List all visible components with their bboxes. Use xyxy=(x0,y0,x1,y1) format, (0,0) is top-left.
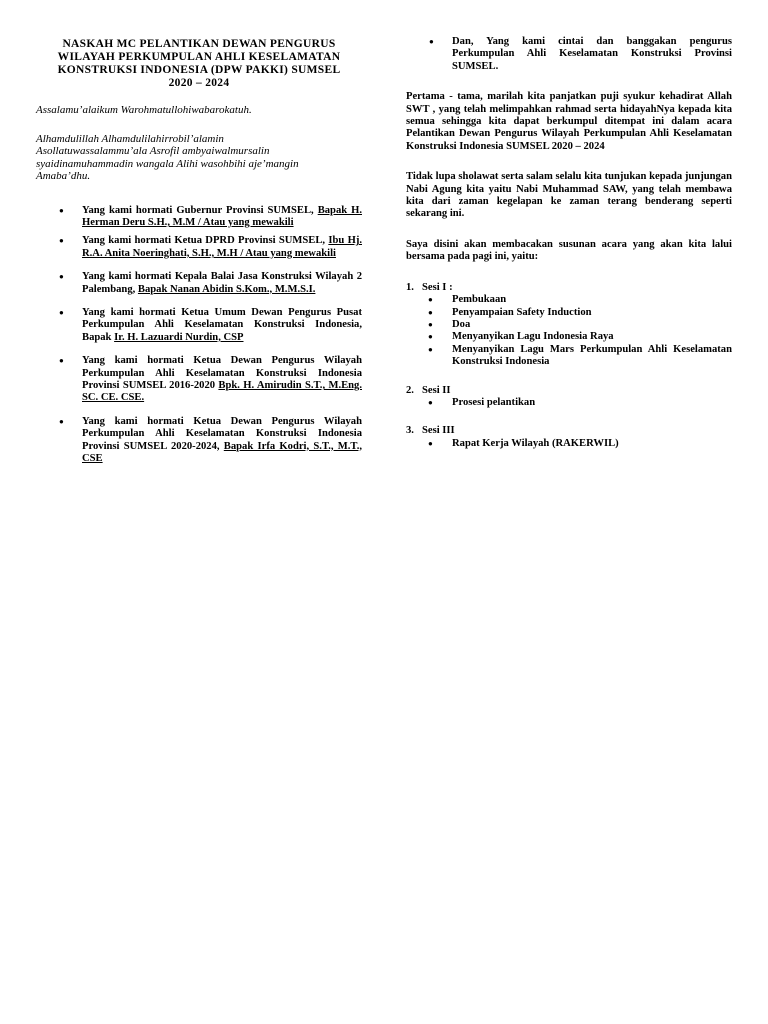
greeting: Assalamu’alaikum Warohmatullohiwabarokatuh. xyxy=(36,104,252,116)
honor-item xyxy=(36,416,362,466)
title-line: WILAYAH PERKUMPULAN AHLI KESELAMATAN xyxy=(57,51,341,63)
agenda-item: ● Rapat Kerja Wilayah (RAKERWIL) xyxy=(406,438,732,450)
opening-line: Asollatuwassalammu’ala Asrofil ambyaiwalmursalin xyxy=(36,145,270,157)
closing-honor: ● Dan, Yang kami cintai dan banggakan pengurus Perkumpulan Ahli Keselamatan Konstruksi Provinsi SUMSEL. xyxy=(406,36,732,73)
honor-item xyxy=(36,307,362,344)
honor-name: Bapak Irfa Kodri, S.T., M.T., CSE xyxy=(82,440,363,464)
document-title xyxy=(36,38,362,90)
honor-name: Bpk. H. Amirudin S.T., M.Eng. SC. CE. CSE. xyxy=(82,379,362,404)
session-title: Sesi III xyxy=(422,425,455,437)
honor-text: Yang kami hormati Kepala Balai Jasa Konstruksi Wilayah 2 Palembang, xyxy=(82,271,362,295)
agenda-item: ● Prosesi pelantikan xyxy=(406,397,732,409)
agenda-item: ● Doa xyxy=(406,319,732,331)
honor-name: Ir. H. Lazuardi Nurdin, CSP xyxy=(114,331,244,343)
session-items xyxy=(406,294,732,368)
right-column xyxy=(406,36,732,450)
agenda-item: ● Pembukaan xyxy=(406,294,732,306)
opening-line: Amaba’dhu. xyxy=(36,170,91,182)
agenda-item: ● Menyanyikan Lagu Indonesia Raya xyxy=(406,331,732,343)
title-line: NASKAH MC PELANTIKAN DEWAN PENGURUS xyxy=(62,38,336,50)
session-number: 1. xyxy=(406,281,414,293)
opening-line: Alhamdulillah Alhamdulilahirrobil’alamin xyxy=(36,132,224,145)
honors-list xyxy=(36,205,362,466)
session-items xyxy=(406,397,732,409)
opening-prayer xyxy=(36,133,362,183)
agenda-item: ● Menyanyikan Lagu Mars Perkumpulan Ahli Keselamatan Konstruksi Indonesia xyxy=(406,344,732,369)
title-line: KONSTRUKSI INDONESIA (DPW PAKKI) SUMSEL xyxy=(57,64,341,76)
session-heading xyxy=(406,385,732,397)
honor-text: Yang kami hormati Ketua DPRD Provinsi SUMSEL, xyxy=(82,235,329,247)
honor-name: Ibu Hj. R.A. Anita Noeringhati, S.H., M.H / Atau yang mewakili xyxy=(82,235,362,259)
paragraph-gratitude: Pertama - tama, marilah kita panjatkan puji syukur kehadirat Allah SWT , yang telah melimpahkan rahmad serta hidayahNya kepada kita semua sehingga kita dapat berkumpul ditempat ini dalam acara Pelantikan Dewan Pengurus Wilayah Perkumpulan Ahli Keselamatan Konstruksi Indonesia SUMSEL 2020 – 2024 xyxy=(406,91,732,152)
session-title: Sesi II xyxy=(422,384,451,396)
honor-text: Yang kami hormati Gubernur Provinsi SUMSEL, xyxy=(82,204,318,216)
session-items xyxy=(406,438,732,450)
honor-text: Yang kami hormati Ketua Dewan Pengurus Wilayah Perkumpulan Ahli Keselamatan Konstruksi Indonesia Provinsi SUMSEL 2020-2024, xyxy=(82,415,362,452)
session-2 xyxy=(406,385,732,410)
session-title: Sesi I : xyxy=(422,281,453,293)
session-number: 3. xyxy=(406,425,414,437)
session-heading xyxy=(406,282,732,294)
title-line: 2020 – 2024 xyxy=(168,77,230,89)
paragraph-agenda-intro: Saya disini akan membacakan susunan acara yang akan kita lalui bersama pada pagi ini, yaitu: xyxy=(406,238,732,263)
honor-item xyxy=(36,235,362,260)
session-3 xyxy=(406,425,732,450)
opening-line: syaidinamuhammadin wangala Alihi wasohbihi aje’mangin xyxy=(36,157,299,170)
honor-item xyxy=(36,355,362,405)
honor-text: Yang kami hormati Ketua Umum Dewan Pengurus Pusat Perkumpulan Ahli Keselamatan Konstruksi Indonesia, Bapak xyxy=(82,306,362,343)
session-heading xyxy=(406,425,732,437)
paragraph-sholawat: Tidak lupa sholawat serta salam selalu kita tunjukan kepada junjungan Nabi Agung kita yaitu Nabi Muhammad SAW, yang telah membawa kita dari zaman kegelapan ke zaman terang benderang seperti sekarang ini. xyxy=(406,171,732,220)
honor-name: Bapak H. Herman Deru S.H., M.M / Atau yang mewakili xyxy=(82,204,362,228)
honor-item xyxy=(36,271,362,296)
honor-item xyxy=(36,205,362,230)
session-number: 2. xyxy=(406,384,414,396)
honor-text: Yang kami hormati Ketua Dewan Pengurus Wilayah Perkumpulan Ahli Keselamatan Konstruksi Indonesia Provinsi SUMSEL 2016-2020 xyxy=(82,355,362,391)
honor-name: Bapak Nanan Abidin S.Kom., M.M.S.I. xyxy=(137,283,316,295)
session-1 xyxy=(406,282,732,369)
left-column xyxy=(36,38,362,476)
agenda-item: ● Penyampaian Safety Induction xyxy=(406,307,732,319)
